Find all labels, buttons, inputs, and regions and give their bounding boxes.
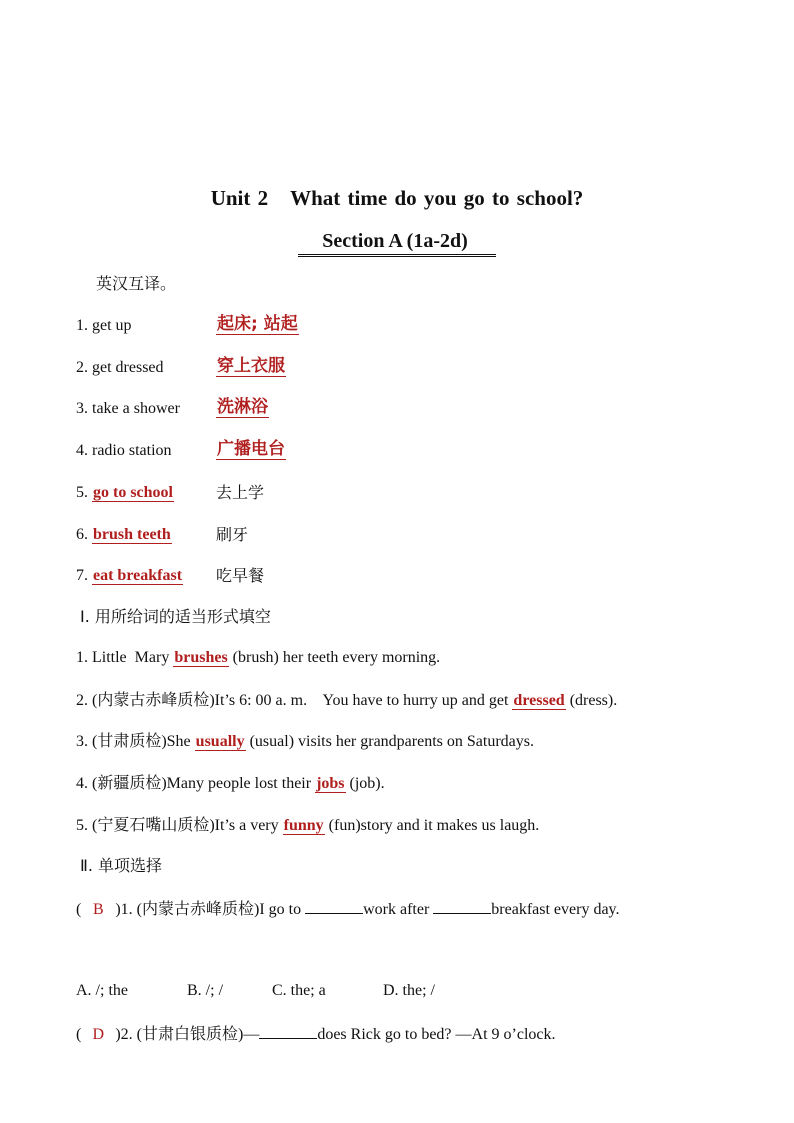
part1-item-prefix: 2. (内蒙古赤峰质检)It’s 6: 00 a. m. You have to hurry up and get bbox=[76, 692, 513, 709]
part1-item-answer: usually bbox=[195, 733, 245, 750]
translation-item-english: radio station bbox=[92, 442, 172, 459]
q1-option-c: C. the; a bbox=[272, 982, 326, 999]
part2-heading: Ⅱ. 单项选择 bbox=[80, 856, 163, 875]
part1-item-answer: funny bbox=[283, 817, 324, 834]
translation-item-chinese: 去上学 bbox=[216, 483, 265, 502]
q2-blank bbox=[259, 1024, 317, 1039]
translation-item-number: 6. bbox=[76, 526, 88, 543]
q2-stem: )2. (甘肃白银质检)— bbox=[115, 1026, 260, 1043]
translation-item bbox=[76, 314, 298, 336]
translation-item-number: 7. bbox=[76, 567, 88, 584]
part1-item-suffix: (dress). bbox=[565, 692, 618, 709]
q2-end: does Rick go to bed? —At 9 o’clock. bbox=[317, 1026, 556, 1043]
part1-item-prefix: 5. (宁夏石嘴山质检)It’s a very bbox=[76, 817, 283, 834]
translation-item-number: 3. bbox=[76, 400, 88, 417]
translation-item-chinese: 洗淋浴 bbox=[217, 397, 268, 417]
unit-question: What time do you go to school? bbox=[290, 186, 584, 210]
q1-option-d: D. the; / bbox=[383, 982, 435, 999]
translation-item-english: brush teeth bbox=[93, 526, 171, 543]
translation-item-english: eat breakfast bbox=[93, 567, 183, 584]
translation-item bbox=[76, 439, 285, 461]
translation-heading: 英汉互译。 bbox=[96, 274, 177, 293]
unit-number: Unit 2 bbox=[210, 186, 269, 210]
q1-option-a: A. /; the bbox=[76, 982, 128, 999]
part1-heading: Ⅰ. 用所给词的适当形式填空 bbox=[80, 607, 271, 626]
part1-item-prefix: 1. Little Mary bbox=[76, 649, 174, 666]
part1-item-answer: dressed bbox=[513, 692, 565, 709]
part1-item-prefix: 3. (甘肃质检)She bbox=[76, 733, 195, 750]
q1-blank-1 bbox=[305, 899, 363, 914]
q1-blank-2 bbox=[433, 899, 491, 914]
translation-item-english: go to school bbox=[93, 484, 173, 501]
section-title bbox=[0, 230, 794, 257]
part1-item-answer: brushes bbox=[174, 649, 228, 666]
q1-open-paren: ( bbox=[76, 901, 82, 918]
question-2 bbox=[76, 1024, 556, 1045]
translation-item-number: 2. bbox=[76, 359, 88, 376]
unit-title bbox=[0, 186, 794, 211]
translation-item-english: take a shower bbox=[92, 400, 180, 417]
translation-item-chinese: 刷牙 bbox=[216, 525, 249, 544]
translation-item-chinese: 穿上衣服 bbox=[217, 356, 285, 376]
q2-open-paren: ( bbox=[76, 1026, 82, 1043]
translation-item-number: 1. bbox=[76, 317, 88, 334]
part1-item bbox=[76, 816, 539, 836]
translation-item-chinese: 广播电台 bbox=[217, 439, 285, 459]
q1-stem: )1. (内蒙古赤峰质检)I go to bbox=[115, 901, 306, 918]
translation-item-number: 4. bbox=[76, 442, 88, 459]
translation-item bbox=[76, 525, 249, 545]
part1-item bbox=[76, 691, 617, 711]
q2-answer: D bbox=[92, 1026, 105, 1043]
translation-item bbox=[76, 397, 268, 419]
translation-item bbox=[76, 356, 285, 378]
q1-mid: work after bbox=[363, 901, 434, 918]
translation-item bbox=[76, 566, 265, 586]
translation-item-english: get up bbox=[92, 317, 132, 334]
part1-item bbox=[76, 774, 385, 794]
part1-item-suffix: (usual) visits her grandparents on Saturdays. bbox=[245, 733, 534, 750]
translation-item bbox=[76, 483, 265, 503]
part1-item bbox=[76, 732, 534, 752]
part1-item bbox=[76, 648, 440, 668]
translation-item-english: get dressed bbox=[92, 359, 164, 376]
translation-item-number: 5. bbox=[76, 484, 88, 501]
part1-item-answer: jobs bbox=[316, 775, 345, 792]
part1-item-prefix: 4. (新疆质检)Many people lost their bbox=[76, 775, 316, 792]
q1-end: breakfast every day. bbox=[491, 901, 620, 918]
part1-item-suffix: (job). bbox=[345, 775, 385, 792]
question-1 bbox=[76, 899, 620, 920]
part1-item-suffix: (brush) her teeth every morning. bbox=[228, 649, 441, 666]
section-label: Section A (1a-2d) bbox=[298, 230, 496, 257]
q1-answer: B bbox=[92, 901, 104, 918]
translation-item-chinese: 起床; 站起 bbox=[217, 314, 298, 334]
part1-item-suffix: (fun)story and it makes us laugh. bbox=[324, 817, 540, 834]
translation-item-chinese: 吃早餐 bbox=[216, 566, 265, 585]
q1-option-b: B. /; / bbox=[187, 982, 224, 999]
